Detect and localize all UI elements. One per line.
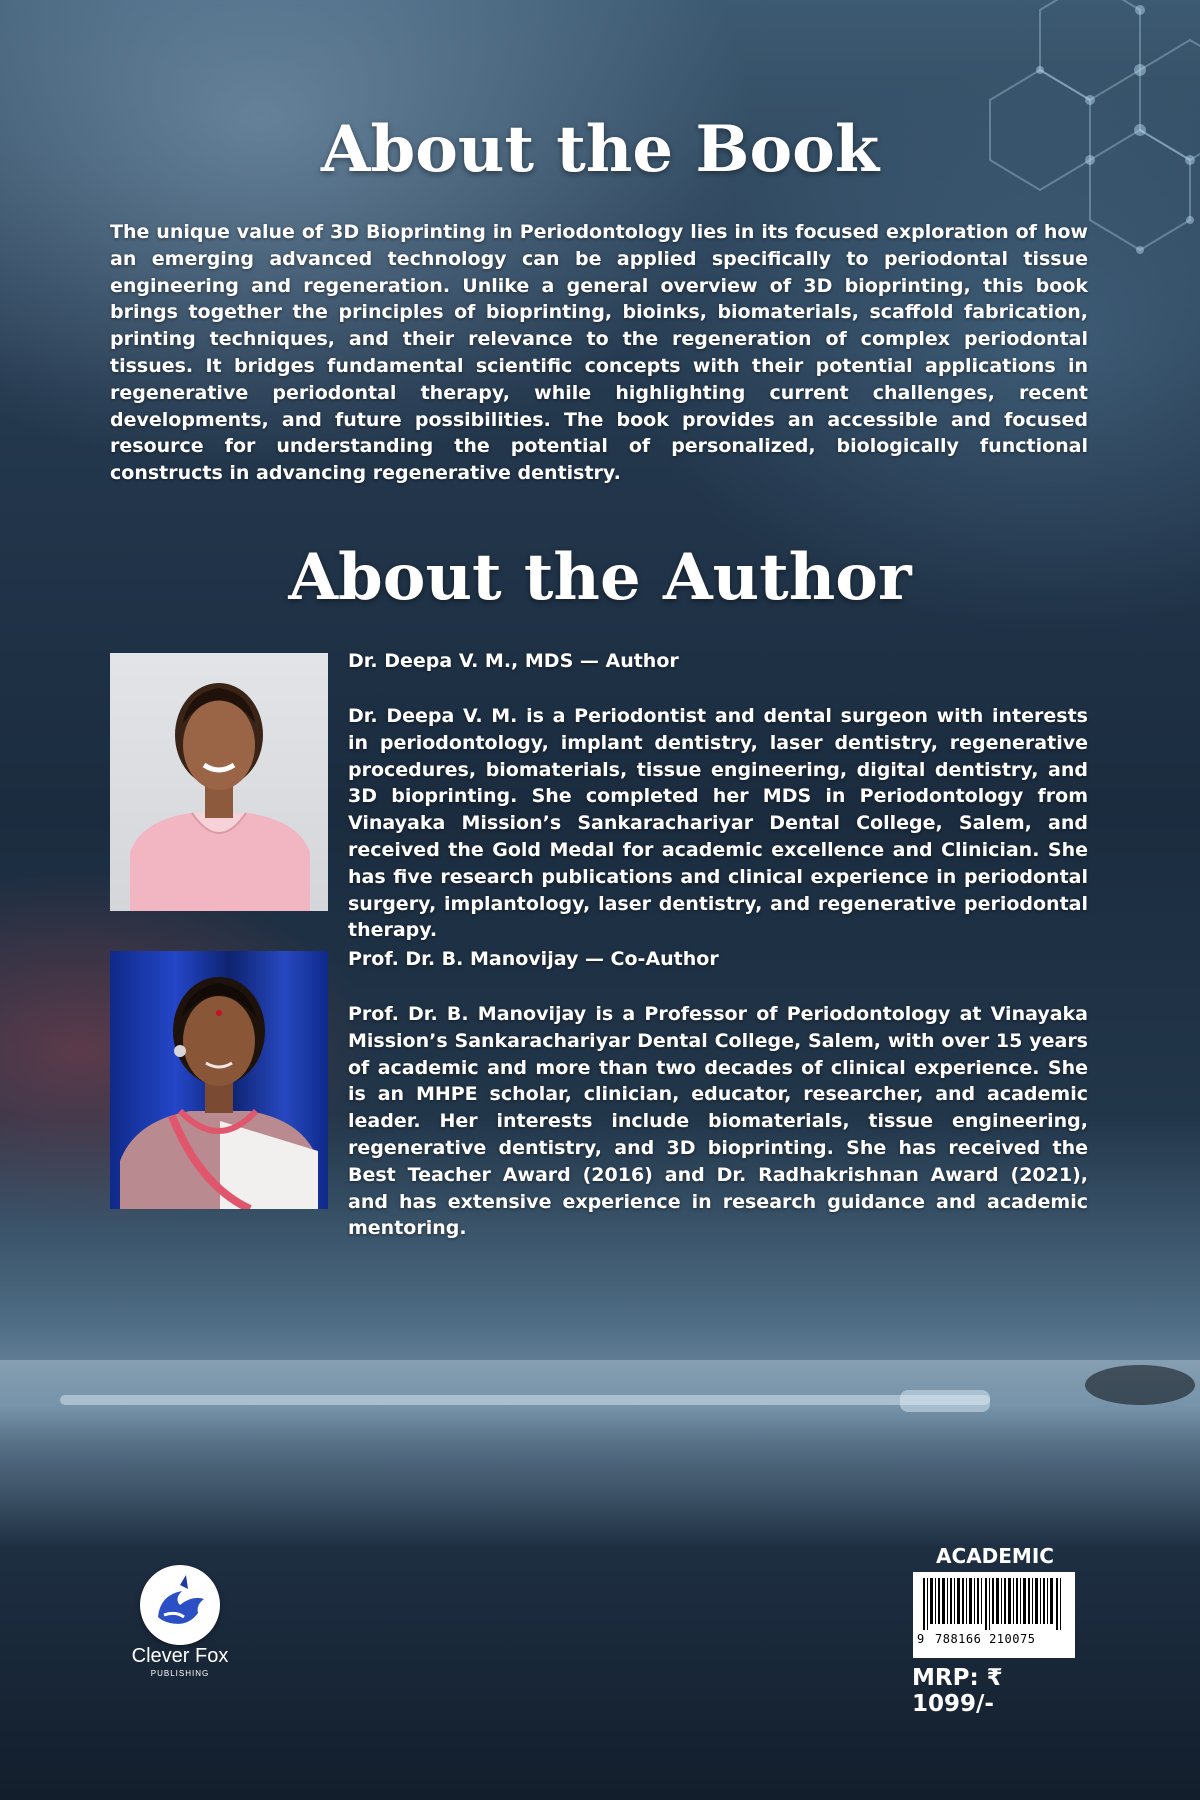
publisher-name: Clever Fox (131, 1645, 229, 1667)
about-author-heading: About the Author (288, 540, 912, 615)
author-photo (110, 653, 328, 911)
isbn-barcode (913, 1572, 1075, 1658)
about-book-heading: About the Book (320, 112, 880, 187)
fox-logo-icon (140, 1565, 220, 1645)
book-description: The unique value of 3D Bioprinting in Periodontology lies in its focused exploration of how an emerging advanced technology can be applied specifically to periodontal tissue engineering and regeneration. Unlike a general overview of 3D bioprinting, this book brings together the principles of bioprinting, bioinks, biomaterials, scaffold fabrication, printing techniques, and their relevance to the regeneration of complex periodontal tissues. It bridges fundamental scientific concepts with their potential applications in regenerative periodontal therapy, while highlighting current challenges, recent developments, and future possibilities. The book provides an accessible and focused resource for understanding the potential of personalized, biologically functional constructs in advancing regenerative dentistry. (110, 221, 1088, 485)
lab-bench-background (0, 1340, 1200, 1520)
isbn-digits: 788166 210075 (935, 1632, 1036, 1646)
isbn-lead-digit: 9 (917, 1632, 925, 1646)
publisher-logo (120, 1565, 240, 1678)
co-author-name: Prof. Dr. B. Manovijay — Co-Author (348, 948, 719, 970)
publisher-subtitle: PUBLISHING (150, 1669, 210, 1678)
author-name: Dr. Deepa V. M., MDS — Author (348, 650, 679, 672)
category-label: ACADEMIC (936, 1544, 1054, 1568)
co-author-photo (110, 951, 328, 1209)
price-label: MRP: ₹ 1099/- (912, 1665, 1003, 1717)
barcode-icon (923, 1578, 1065, 1630)
co-author-bio: Prof. Dr. B. Manovijay is a Professor of Periodontology at Vinayaka Mission’s Sankarachariyar Dental College, Salem, with over 15 years of academic and more than two decades of clinical experience. She is an MHPE scholar, clinician, educator, researcher, and academic leader. Her interests include biomaterials, tissue engineering, regenerative dentistry, and 3D bioprinting. She has received the Best Teacher Award (2016) and Dr. Radhakrishnan Award (2021), and has extensive experience in research guidance and academic mentoring. (348, 1003, 1088, 1240)
author-bio: Dr. Deepa V. M. is a Periodontist and dental surgeon with interests in periodontology, implant dentistry, laser dentistry, regenerative procedures, biomaterials, tissue engineering, digital dentistry, and 3D bioprinting. She completed her MDS in Periodontology from Vinayaka Mission’s Sankarachariyar Dental College, Salem, and received the Gold Medal for academic excellence and Clinician. She has five research publications and clinical experience in periodontal surgery, implantology, laser dentistry, and regenerative periodontal therapy. (348, 705, 1088, 942)
